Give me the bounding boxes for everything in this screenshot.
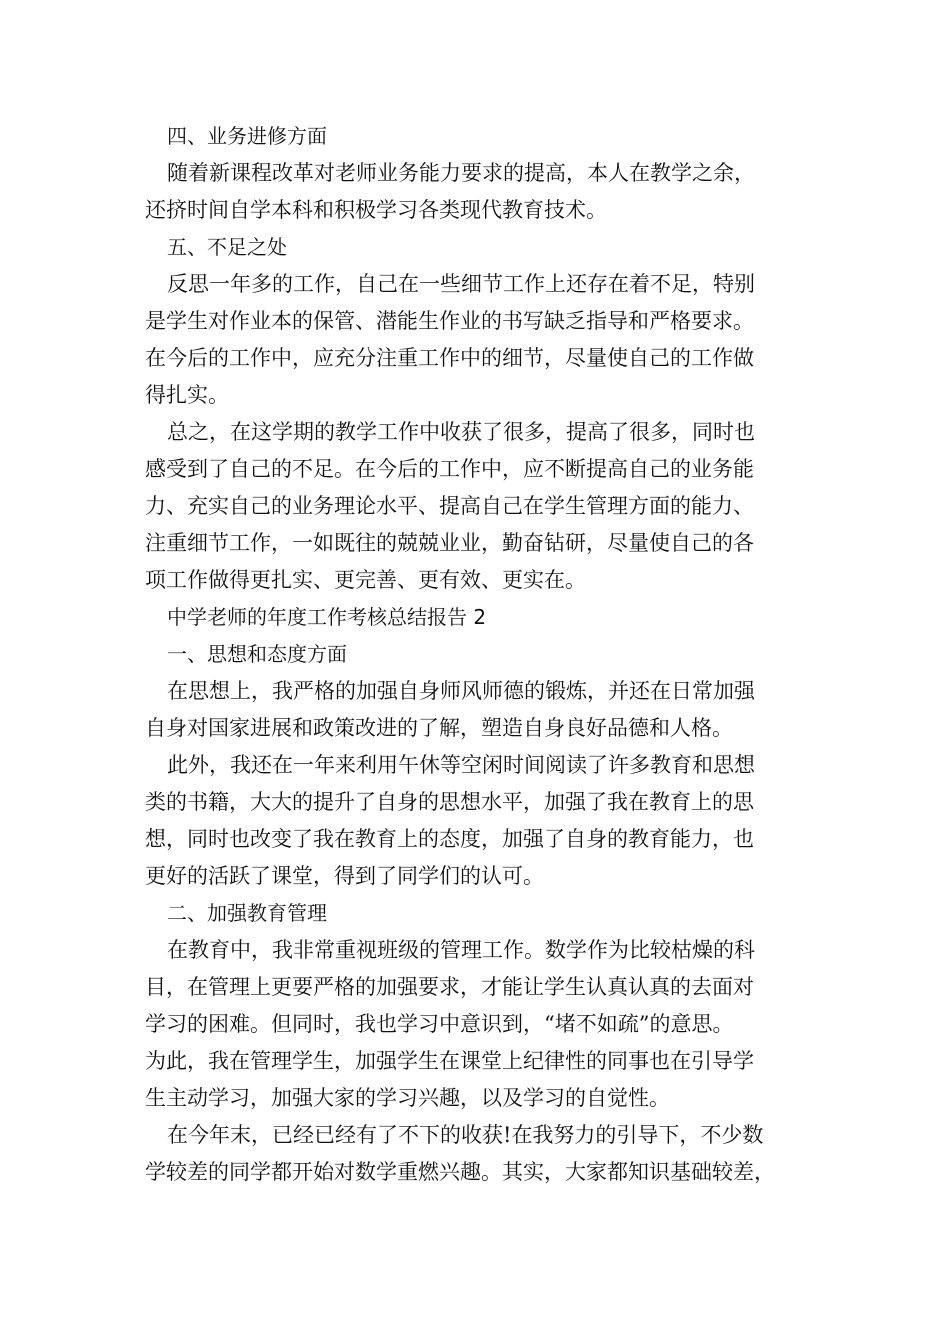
report-title-2: 中学老师的年度工作考核总结报告 2 xyxy=(167,605,487,629)
paragraph-line: 在思想上，我严格的加强自身师风师德的锻炼，并还在日常加强 xyxy=(167,679,755,703)
paragraph-line: 随着新课程改革对老师业务能力要求的提高，本人在教学之余， xyxy=(167,161,755,185)
paragraph-line: 更好的活跃了课堂，得到了同学们的认可。 xyxy=(145,864,544,888)
paragraph-line: 得扎实。 xyxy=(145,383,229,407)
paragraph-line: 注重细节工作，一如既往的兢兢业业，勤奋钻研，尽量使自己的各 xyxy=(145,531,754,555)
paragraph-line: 在今后的工作中，应充分注重工作中的细节，尽量使自己的工作做 xyxy=(145,346,754,370)
paragraph-line: 为此，我在管理学生，加强学生在课堂上纪律性的同事也在引导学 xyxy=(145,1049,754,1073)
paragraph-line: 目，在管理上更要严格的加强要求，才能让学生认真认真的去面对 xyxy=(145,975,754,999)
section-heading-5: 五、不足之处 xyxy=(167,235,287,259)
paragraph-line: 反思一年多的工作，自己在一些细节工作上还存在着不足，特别 xyxy=(167,272,755,296)
section-heading-1: 一、思想和态度方面 xyxy=(167,642,347,666)
paragraph-line: 项工作做得更扎实、更完善、更有效、更实在。 xyxy=(145,568,586,592)
section-heading-2: 二、加强教育管理 xyxy=(167,901,327,925)
paragraph-line: 力、充实自己的业务理论水平、提高自己在学生管理方面的能力、 xyxy=(145,494,754,518)
paragraph-line: 此外，我还在一年来利用午休等空闲时间阅读了许多教育和思想 xyxy=(167,753,755,777)
paragraph-line: 在教育中，我非常重视班级的管理工作。数学作为比较枯燥的科 xyxy=(167,938,755,962)
section-heading-4: 四、业务进修方面 xyxy=(167,124,327,148)
paragraph-line: 学较差的同学都开始对数学重燃兴趣。其实，大家都知识基础较差， xyxy=(145,1160,775,1184)
paragraph-line: 学习的困难。但同时，我也学习中意识到，“堵不如疏”的意思。 xyxy=(145,1012,734,1036)
document-body xyxy=(145,118,825,1191)
paragraph-line: 生主动学习，加强大家的学习兴趣，以及学习的自觉性。 xyxy=(145,1086,670,1110)
paragraph-line: 自身对国家进展和政策改进的了解，塑造自身良好品德和人格。 xyxy=(145,716,733,740)
paragraph-line: 总之，在这学期的教学工作中收获了很多，提高了很多，同时也 xyxy=(167,420,755,444)
paragraph-line: 还挤时间自学本科和积极学习各类现代教育技术。 xyxy=(145,198,607,222)
paragraph-line: 类的书籍，大大的提升了自身的思想水平，加强了我在教育上的思 xyxy=(145,790,754,814)
paragraph-line: 想，同时也改变了我在教育上的态度，加强了自身的教育能力，也 xyxy=(145,827,754,851)
paragraph-line: 在今年末，已经已经有了不下的收获!在我努力的引导下，不少数 xyxy=(167,1123,764,1147)
paragraph-line: 感受到了自己的不足。在今后的工作中，应不断提高自己的业务能 xyxy=(145,457,754,481)
paragraph-line: 是学生对作业本的保管、潜能生作业的书写缺乏指导和严格要求。 xyxy=(145,309,754,333)
